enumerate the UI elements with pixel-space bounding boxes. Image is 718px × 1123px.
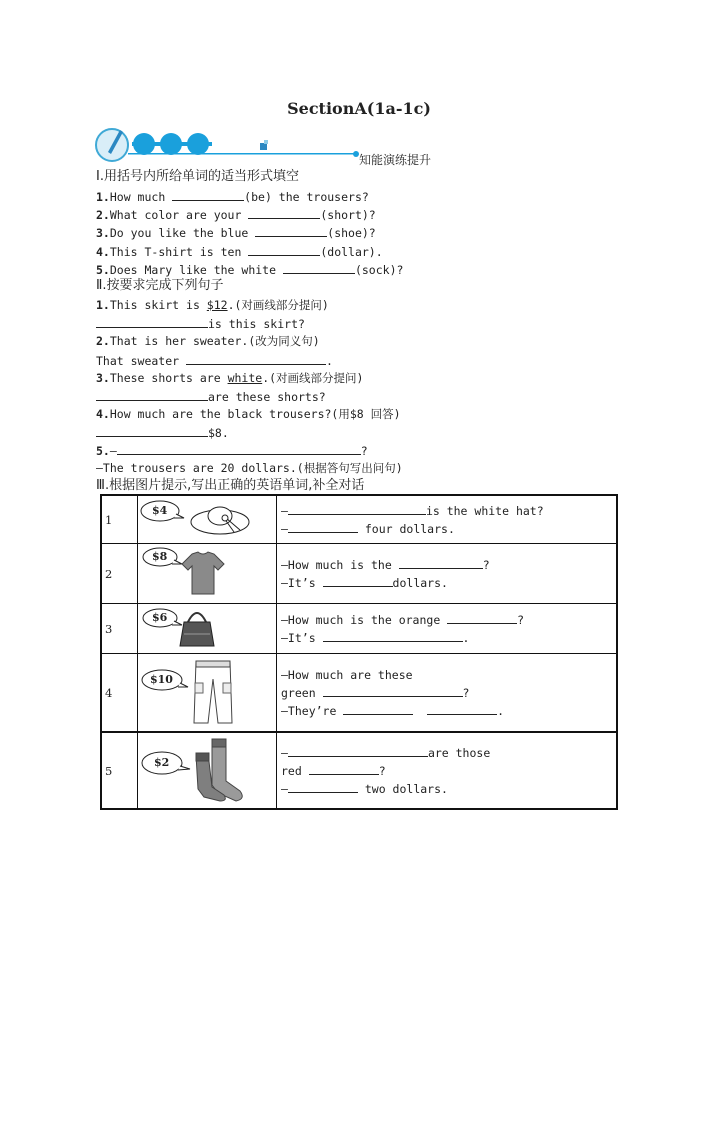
answer-blank[interactable] — [248, 206, 320, 219]
dialogue-cell: —How much is the ? —It’s dollars. — [277, 544, 618, 604]
s1-item-5: 5.Does Mary like the white (sock)? — [96, 263, 404, 277]
table-row — [101, 732, 617, 809]
picture-cell — [138, 604, 277, 654]
table-row — [101, 604, 617, 654]
answer-blank[interactable] — [323, 684, 463, 697]
answer-blank[interactable] — [283, 261, 355, 274]
answer-blank[interactable] — [248, 243, 320, 256]
answer-blank[interactable] — [288, 502, 426, 515]
answer-blank[interactable] — [96, 388, 208, 401]
dialogue-cell: — is the white hat? — four dollars. — [277, 495, 618, 544]
answer-blank[interactable] — [255, 224, 327, 237]
answer-blank[interactable] — [309, 762, 379, 775]
section2-heading: Ⅱ.按要求完成下列句子 — [96, 278, 224, 293]
hat-icon — [188, 500, 258, 538]
row-number: 1 — [101, 495, 138, 544]
s1-item-4: 4.This T-shirt is ten (dollar). — [96, 245, 383, 259]
s2-q4-answer: $8. — [96, 424, 229, 441]
answer-blank[interactable] — [343, 702, 413, 715]
answer-blank[interactable] — [323, 574, 393, 587]
answer-blank[interactable] — [172, 188, 244, 201]
s2-q4: 4.How much are the black trousers?(用$8 回答) — [96, 407, 401, 421]
s1-item-2: 2.What color are your (short)? — [96, 208, 376, 222]
row-number: 5 — [101, 732, 138, 809]
table-row — [101, 654, 617, 733]
answer-blank[interactable] — [186, 352, 326, 365]
picture-cell — [138, 495, 277, 544]
table-row — [101, 544, 617, 604]
picture-cell — [138, 544, 277, 604]
answer-blank[interactable] — [96, 424, 208, 437]
picture-cell — [138, 654, 277, 733]
tshirt-icon — [178, 548, 228, 598]
answer-blank[interactable] — [96, 315, 208, 328]
bag-icon — [176, 606, 218, 648]
row-number: 4 — [101, 654, 138, 733]
dialogue-cell: —How much are these green ? —They’re . — [277, 654, 618, 733]
trousers-icon — [190, 657, 236, 725]
picture-cell — [138, 732, 277, 809]
answer-blank[interactable] — [323, 629, 463, 642]
s2-q2-answer: That sweater . — [96, 354, 333, 368]
table-row — [101, 495, 617, 544]
answer-blank[interactable] — [288, 520, 358, 533]
section1-heading: Ⅰ.用括号内所给单词的适当形式填空 — [96, 169, 299, 184]
banner-label: 知能演练提升 — [359, 153, 432, 167]
row-number: 2 — [101, 544, 138, 604]
answer-blank[interactable] — [288, 780, 358, 793]
price-tag: $6 — [152, 611, 168, 624]
page-title: SectionA(1a-1c) — [287, 99, 431, 118]
price-tag: $10 — [150, 673, 173, 686]
s2-q3: 3.These shorts are white.(对画线部分提问) — [96, 371, 364, 385]
s2-q3-answer: are these shorts? — [96, 388, 326, 405]
s1-item-3: 3.Do you like the blue (shoe)? — [96, 226, 376, 240]
s2-q1-answer: is this skirt? — [96, 315, 305, 332]
row-number: 3 — [101, 604, 138, 654]
s2-q1: 1.This skirt is $12.(对画线部分提问) — [96, 298, 329, 312]
price-tag: $4 — [152, 504, 168, 517]
answer-blank[interactable] — [117, 442, 361, 455]
s1-item-1: 1.How much (be) the trousers? — [96, 190, 369, 204]
answer-blank[interactable] — [427, 702, 497, 715]
s2-q5: 5.— ? — [96, 444, 368, 458]
answer-blank[interactable] — [399, 556, 483, 569]
s2-q5-line2: —The trousers are 20 dollars.(根据答句写出问句) — [96, 461, 403, 475]
socks-icon — [190, 735, 254, 803]
answer-blank[interactable] — [288, 744, 428, 757]
price-tag: $8 — [152, 550, 168, 563]
dialogue-table — [100, 494, 618, 810]
answer-blank[interactable] — [447, 611, 517, 624]
dialogue-cell: — are those red ? — two dollars. — [277, 732, 618, 809]
price-tag: $2 — [154, 756, 170, 769]
section3-heading: Ⅲ.根据图片提示,写出正确的英语单词,补全对话 — [96, 478, 365, 493]
s2-q2: 2.That is her sweater.(改为同义句) — [96, 334, 320, 348]
dialogue-cell: —How much is the orange ? —It’s . — [277, 604, 618, 654]
